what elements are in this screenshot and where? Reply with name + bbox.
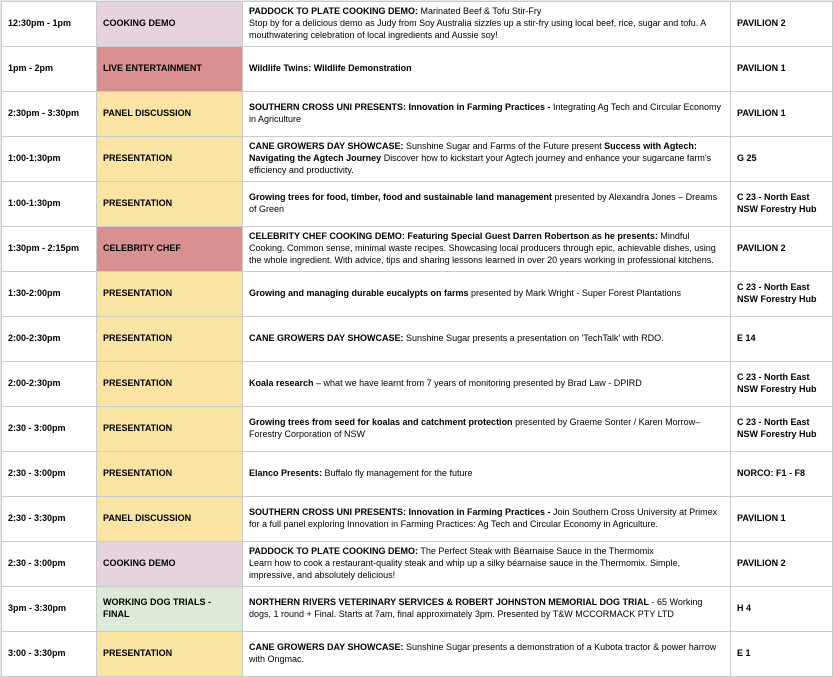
event-time-cell: 1:30pm - 2:15pm <box>2 227 97 272</box>
event-time-cell: 1pm - 2pm <box>2 47 97 92</box>
schedule-row <box>2 632 833 677</box>
schedule-row <box>2 317 833 362</box>
schedule-row <box>2 497 833 542</box>
event-location-cell: C 23 - North East NSW Forestry Hub <box>731 272 833 317</box>
schedule-row <box>2 2 833 47</box>
description-text-segment: – what we have learnt from 7 years of monitoring presented by Brad Law - DPIRD <box>313 378 642 389</box>
description-bold-segment: CANE GROWERS DAY SHOWCASE: <box>249 642 404 653</box>
event-time-cell: 2:30 - 3:00pm <box>2 407 97 452</box>
event-location-cell: E 1 <box>731 632 833 677</box>
event-category-cell: PANEL DISCUSSION <box>97 497 243 542</box>
event-category-cell: LIVE ENTERTAINMENT <box>97 47 243 92</box>
schedule-row <box>2 362 833 407</box>
event-time-cell: 2:30pm - 3:30pm <box>2 92 97 137</box>
description-bold-segment: Koala research <box>249 378 314 389</box>
event-description-cell <box>243 407 731 452</box>
event-description-cell <box>243 587 731 632</box>
description-text-segment: Marinated Beef & Tofu Stir-Fry <box>418 6 542 17</box>
description-bold-segment: Growing trees from seed for koalas and catchment protection <box>249 417 513 428</box>
description-text-segment: Discover how to kickstart your Agtech journey and enhance your sugarcane farm's efficiency and productivity. <box>249 153 712 175</box>
description-text-segment: Sunshine Sugar presents a demonstration of a Kubota tractor & power harrow with Ongmac. <box>249 642 717 664</box>
schedule-row <box>2 452 833 497</box>
event-category-cell: PRESENTATION <box>97 182 243 227</box>
description-bold-segment: PADDOCK TO PLATE COOKING DEMO: <box>249 546 419 557</box>
event-time-cell: 1:00-1:30pm <box>2 182 97 227</box>
schedule-row <box>2 272 833 317</box>
description-text-segment: The Perfect Steak with Béarnaise Sauce in the Thermomix <box>418 546 654 557</box>
event-time-cell: 2:30 - 3:00pm <box>2 542 97 587</box>
schedule-row <box>2 542 833 587</box>
event-time-cell: 2:00-2:30pm <box>2 362 97 407</box>
description-bold-segment: CANE GROWERS DAY SHOWCASE: <box>249 141 404 152</box>
description-bold-segment: SOUTHERN CROSS UNI PRESENTS: Innovation in Farming Practices - <box>249 507 554 518</box>
event-location-cell: PAVILION 1 <box>731 497 833 542</box>
event-category-cell: PRESENTATION <box>97 452 243 497</box>
event-description-cell <box>243 272 731 317</box>
event-location-cell: G 25 <box>731 137 833 182</box>
description-bold-segment: Success with Agtech: Navigating the Agtech Journey <box>249 141 697 164</box>
event-description-cell <box>243 137 731 182</box>
event-description-cell <box>243 182 731 227</box>
event-category-cell: PRESENTATION <box>97 362 243 407</box>
schedule-row <box>2 587 833 632</box>
event-category-cell: WORKING DOG TRIALS - FINAL <box>97 587 243 632</box>
description-bold-segment: Growing and managing durable eucalypts on farms <box>249 288 469 299</box>
description-text-segment: Join Southern Cross University at Primex for a full panel exploring Innovation in Farming Practices: Ag Tech and Circular Economy in Agriculture. <box>249 507 718 529</box>
description-bold-segment: PADDOCK TO PLATE COOKING DEMO: <box>249 6 419 17</box>
event-category-cell: CELEBRITY CHEF <box>97 227 243 272</box>
description-text-segment: presented by Alexandra Jones – Dreams of Green <box>249 192 718 214</box>
event-description-cell <box>243 632 731 677</box>
description-text-segment: Sunshine Sugar and Farms of the Future present <box>403 141 605 152</box>
event-description-cell <box>243 2 731 47</box>
event-description-cell <box>243 542 731 587</box>
description-bold-segment: CANE GROWERS DAY SHOWCASE: <box>249 333 404 344</box>
event-time-cell: 1:30-2:00pm <box>2 272 97 317</box>
event-time-cell: 1:00-1:30pm <box>2 137 97 182</box>
description-bold-segment: Elanco Presents: <box>249 468 323 479</box>
event-location-cell: PAVILION 2 <box>731 542 833 587</box>
schedule-row <box>2 182 833 227</box>
event-description-cell <box>243 362 731 407</box>
schedule-row <box>2 137 833 182</box>
event-description-cell <box>243 92 731 137</box>
event-description-cell <box>243 497 731 542</box>
event-time-cell: 3:00 - 3:30pm <box>2 632 97 677</box>
description-text-segment: Sunshine Sugar presents a presentation on 'TechTalk' with RDO. <box>403 333 664 344</box>
event-location-cell: PAVILION 2 <box>731 227 833 272</box>
schedule-row <box>2 92 833 137</box>
event-category-cell: PRESENTATION <box>97 137 243 182</box>
event-description-cell <box>243 47 731 92</box>
event-time-cell: 12:30pm - 1pm <box>2 2 97 47</box>
description-text-segment: Learn how to cook a restaurant-quality steak and whip up a silky béarnaise sauce in the Thermomix. Simple, impressive, and absolutely delicious! <box>249 558 681 580</box>
description-text-segment: - 65 Working dogs, 1 round + Final. Starts at 7am, final approximately 3pm. Presented by T&W MCCORMACK PTY LTD <box>249 597 703 619</box>
event-schedule-page <box>0 1 833 664</box>
schedule-rows <box>2 2 833 677</box>
event-location-cell: E 14 <box>731 317 833 362</box>
event-time-cell: 3pm - 3:30pm <box>2 587 97 632</box>
description-text-segment: presented by Mark Wright - Super Forest Plantations <box>468 288 681 299</box>
event-location-cell: NORCO: F1 - F8 <box>731 452 833 497</box>
schedule-row <box>2 227 833 272</box>
event-category-cell: PRESENTATION <box>97 632 243 677</box>
event-time-cell: 2:30 - 3:00pm <box>2 452 97 497</box>
event-category-cell: PRESENTATION <box>97 407 243 452</box>
event-location-cell: H 4 <box>731 587 833 632</box>
description-bold-segment: Growing trees for food, timber, food and sustainable land management <box>249 192 553 203</box>
event-schedule-table <box>1 1 833 677</box>
event-description-cell <box>243 317 731 362</box>
event-category-cell: COOKING DEMO <box>97 542 243 587</box>
description-bold-segment: Wildlife Twins: Wildlife Demonstration <box>249 63 412 74</box>
description-bold-segment: NORTHERN RIVERS VETERINARY SERVICES & ROBERT JOHNSTON MEMORIAL DOG TRIAL <box>249 597 650 608</box>
event-category-cell: PRESENTATION <box>97 317 243 362</box>
event-description-cell <box>243 452 731 497</box>
event-description-cell <box>243 227 731 272</box>
description-text-segment: Integrating Ag Tech and Circular Economy in Agriculture <box>249 102 721 124</box>
description-bold-segment: SOUTHERN CROSS UNI PRESENTS: Innovation in Farming Practices - <box>249 102 554 113</box>
event-category-cell: COOKING DEMO <box>97 2 243 47</box>
event-location-cell: PAVILION 1 <box>731 47 833 92</box>
event-time-cell: 2:30 - 3:30pm <box>2 497 97 542</box>
schedule-row <box>2 47 833 92</box>
description-bold-segment: CELEBRITY CHEF COOKING DEMO: Featuring Special Guest Darren Robertson as he presents: <box>249 231 658 242</box>
description-text-segment: Stop by for a delicious demo as Judy from Soy Australia sizzles up a stir-fry using local beef, rice, sugar and tofu. A mouthwatering celebration of local ingredients and Aussie soy! <box>249 18 706 40</box>
description-text-segment: presented by Graeme Sonter / Karen Morrow– Forestry Corporation of NSW <box>249 417 701 439</box>
schedule-row <box>2 407 833 452</box>
event-location-cell: C 23 - North East NSW Forestry Hub <box>731 407 833 452</box>
description-text-segment: Buffalo fly management for the future <box>322 468 473 479</box>
event-location-cell: PAVILION 1 <box>731 92 833 137</box>
event-time-cell: 2:00-2:30pm <box>2 317 97 362</box>
description-text-segment: Mindful Cooking. Common sense, minimal waste recipes. Showcasing local producers through epic, achievable dishes, using the whole ingredient. With advice, tips and sharing lessons learned in over 20 years working in professional kitchens. <box>249 231 716 265</box>
event-category-cell: PANEL DISCUSSION <box>97 92 243 137</box>
event-location-cell: C 23 - North East NSW Forestry Hub <box>731 182 833 227</box>
event-location-cell: PAVILION 2 <box>731 2 833 47</box>
event-location-cell: C 23 - North East NSW Forestry Hub <box>731 362 833 407</box>
event-category-cell: PRESENTATION <box>97 272 243 317</box>
